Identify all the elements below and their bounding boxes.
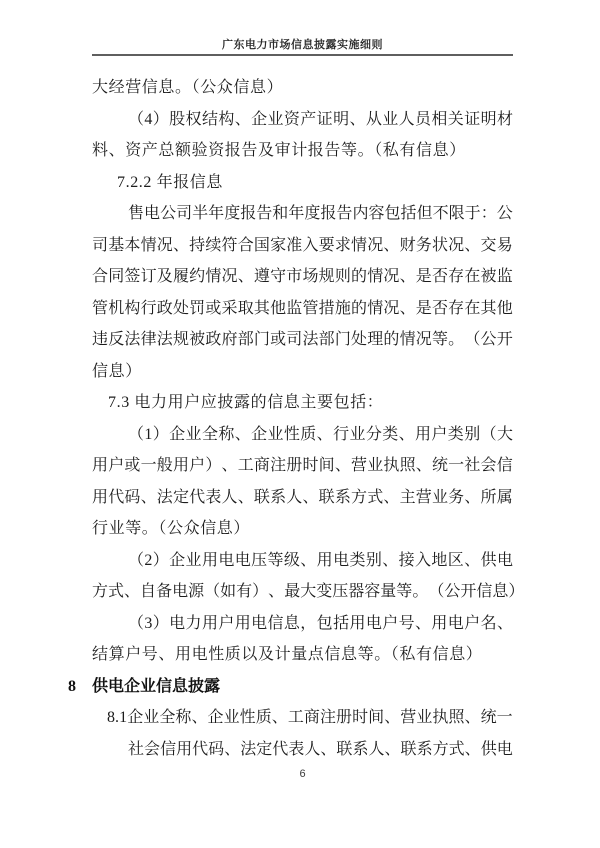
text-line: 大经营信息。（公众信息）: [92, 79, 284, 96]
text-line: 合 同 签 订 及 履 约 情 况 、 遵 守 市 场 规 则 的 情 况 、 是 否 存 在 被 监: [92, 268, 513, 285]
text-line: 方 式 、 自 备 电 源 （ 如 有 ） 、 最 大 变 压 器 容 量 等 。 （ 公 开 信 息 ）: [92, 583, 525, 600]
heading-text: 供电企业信息披露: [92, 677, 221, 695]
text-line: （ 1 ） 企 业 全 称 、 企 业 性 质 、 行 业 分 类 、 用 户 类 别 （ 大: [128, 425, 513, 443]
text-line: 行业等。（公众信息）: [92, 520, 251, 537]
text-line: 8 . 1 企 业 全 称 、 企 业 性 质 、 工 商 注 册 时 间 、 营 业 执 照 、 统 一: [107, 709, 513, 726]
text-line: 司 基 本 情 况 、 持 续 符 合 国 家 准 入 要 求 情 况 、 财 务 状 况 、 交 易: [92, 236, 513, 254]
header-rule: [92, 54, 513, 56]
text-line: 用 户 或 一 般 用 户 ） 、 工 商 注 册 时 间 、 营 业 执 照 、 统 一 社 会 信: [92, 457, 513, 474]
text-line: （ 4 ） 股 权 结 构 、 企 业 资 产 证 明 、 从 业 人 员 相 关 证 明 材: [128, 110, 513, 128]
text-line: 违 反 法 律 法 规 被 政 府 部 门 或 司 法 部 门 处 理 的 情 况 等 。 （ 公 开: [92, 331, 513, 348]
text-line: （ 3 ） 电 力 用 户 用 电 信 息 ， 包 括 用 电 户 号 、 用 电 户 名 、: [128, 614, 513, 632]
text-line: 信息）: [92, 362, 142, 380]
document-body: [68, 72, 525, 765]
text-line: 用 代 码 、 法 定 代 表 人 、 联 系 人 、 联 系 方 式 、 主 营 业 务 、 所 属: [92, 488, 513, 506]
text-line: （ 2 ） 企 业 用 电 电 压 等 级 、 用 电 类 别 、 接 入 地 区 、 供 电: [128, 551, 513, 569]
text-line: 7.2.2 年报信息: [117, 173, 224, 191]
page-number: 6: [299, 768, 306, 780]
text-line: 售 电 公 司 半 年 度 报 告 和 年 度 报 告 内 容 包 括 但 不 限 于 ： 公: [128, 205, 513, 222]
running-header-title: 广东电力市场信息披露实施细则: [222, 39, 383, 51]
text-line: 料、资产总额验资报告及审计报告等。（私有信息）: [92, 142, 466, 159]
text-line: 7.3 电力用户应披露的信息主要包括：: [108, 394, 384, 411]
heading-number: 8: [68, 677, 76, 695]
text-line: 管 机 构 行 政 处 罚 或 采 取 其 他 监 管 措 施 的 情 况 、 是 否 存 在 其 他: [92, 299, 513, 317]
section-heading: [68, 671, 513, 703]
text-line: 社 会 信 用 代 码 、 法 定 代 表 人 、 联 系 人 、 联 系 方 式 、 供 电: [128, 740, 513, 758]
text-line: 结算户号、用电性质以及计量点信息等。（私有信息）: [92, 646, 483, 663]
